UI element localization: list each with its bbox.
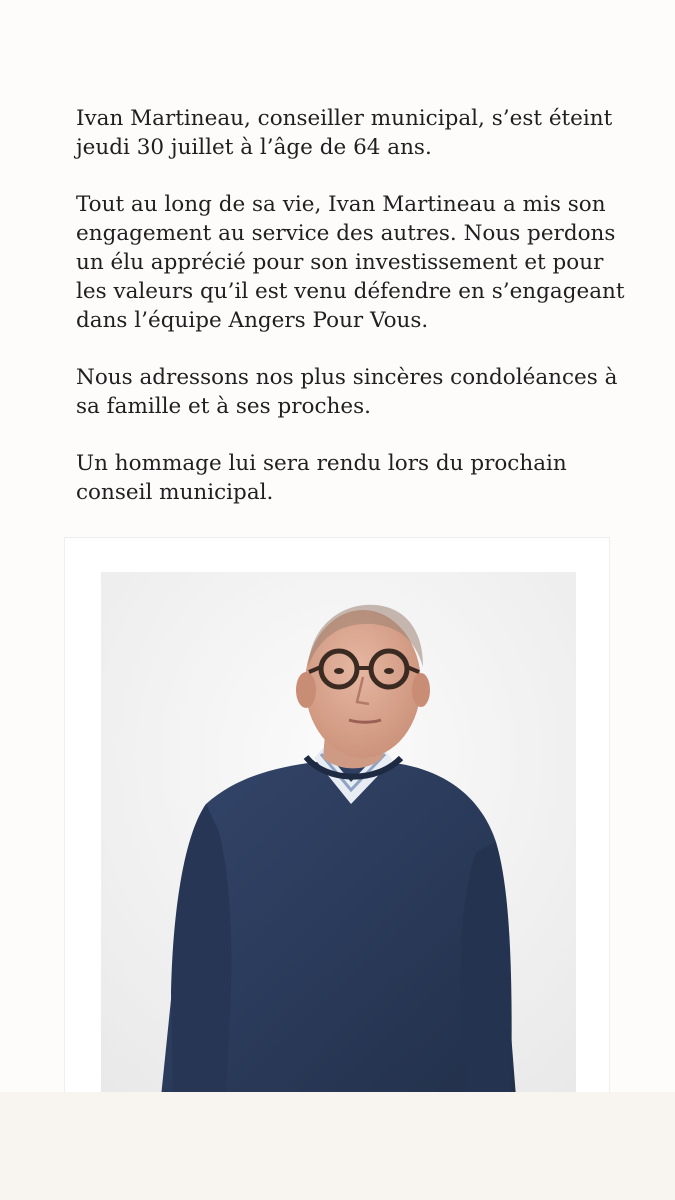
bottom-band	[0, 1092, 675, 1200]
paragraph-condolences: Nous adressons nos plus sincères condoléances à sa famille et à ses proches.	[76, 365, 618, 419]
portrait-photo	[101, 572, 576, 1097]
paragraph-homage: Un hommage lui sera rendu lors du prochain conseil municipal.	[76, 451, 567, 505]
paragraph-tribute: Tout au long de sa vie, Ivan Martineau a mis son engagement au service des autres. Nous perdons un élu apprécié pour son investissement et pour les valeurs qu’il est venu défendre en s’engageant dans l’équipe Angers Pour Vous.	[76, 192, 625, 333]
portrait-illustration	[101, 572, 576, 1097]
paragraph-announcement: Ivan Martineau, conseiller municipal, s’est éteint jeudi 30 juillet à l’âge de 64 ans.	[76, 106, 613, 160]
photo-card	[64, 537, 610, 1097]
obituary-text	[76, 104, 636, 535]
